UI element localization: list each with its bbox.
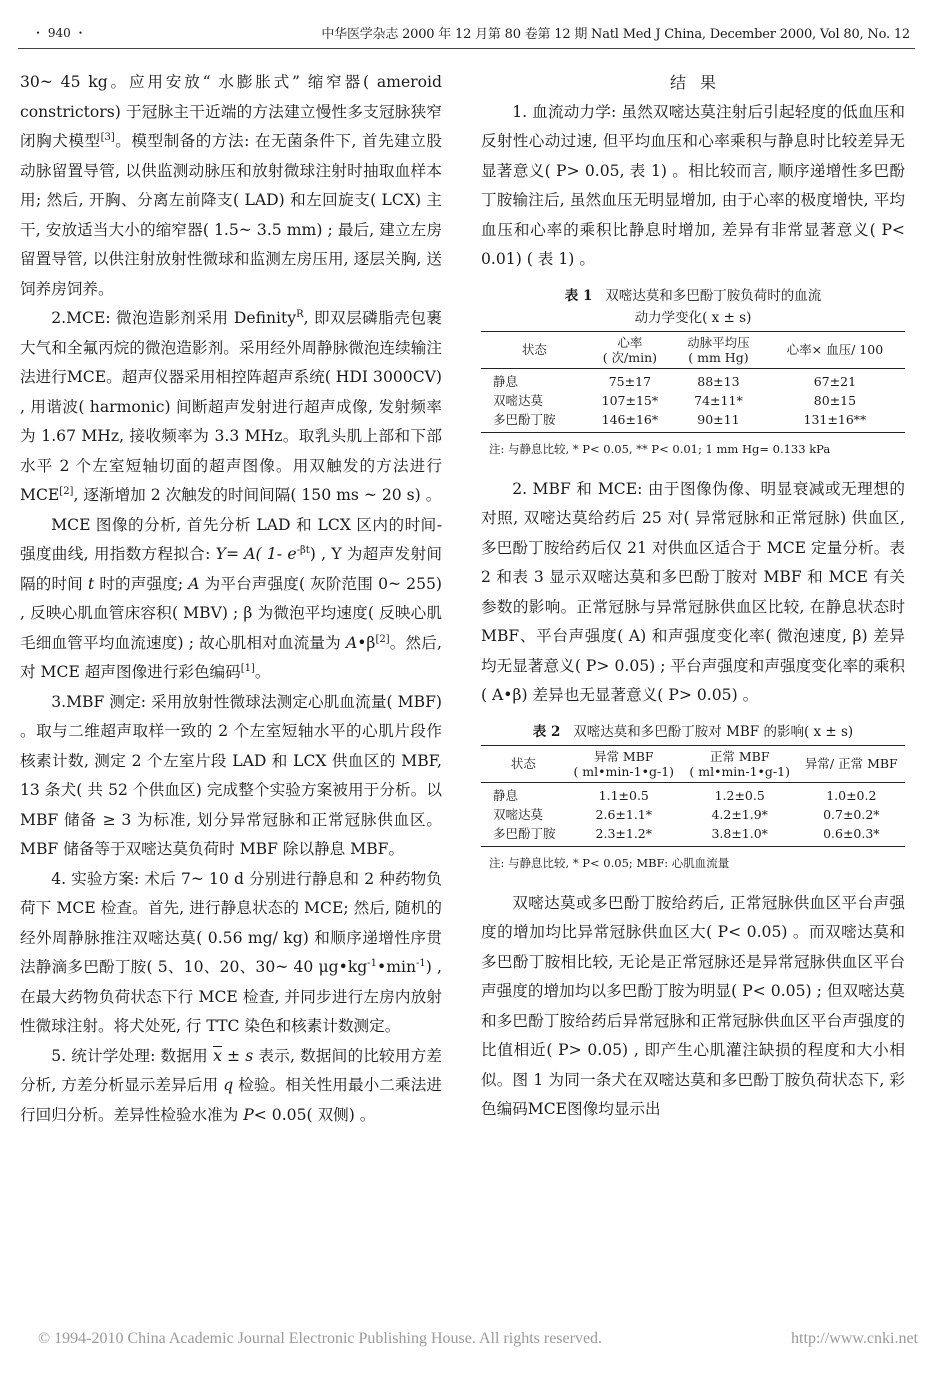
table1-cell: 双嘧达莫 [493, 392, 544, 408]
table1-cell: 静息 [493, 373, 519, 389]
paragraph-mce-analysis: MCE 图像的分析, 首先分析 LAD 和 LCX 区内的时间-强度曲线, 用指数方程拟合: Y= A( 1- $e^{-\beta t}$) , Y 为超声发射间隔的时间 t 时的声强度; A 为平台声强度( 灰阶范围 0~ 255) , 反映心肌血管床容积( MBV) ; β 为微泡平均速度( 反映心肌毛细血管平均血流速度) ; 故心肌相对血流量为 A•β[2]。然后, 对 MCE 超声图像进行彩色编码[1]。 [20, 515, 442, 681]
table1-row [481, 391, 905, 410]
table2-cell: 多巴酚丁胺 [481, 824, 566, 847]
table1-row [481, 410, 905, 433]
table2-cell: 双嘧达莫 [493, 806, 544, 822]
table2-note: 注: 与静息比较, * P< 0.05; MBF: 心肌血流量 [489, 855, 730, 870]
running-header [30, 20, 910, 44]
paragraph-mbf-mce: 2. MBF 和 MCE: 由于图像伪像、明显衰减或无理想的对照, 双嘧达莫给药后 25 对( 异常冠脉和正常冠脉) 供血区, 多巴酚丁胺给药后仅 21 对供血区适合于 MCE 定量分析。表 2 和表 3 显示双嘧达莫和多巴酚丁胺对 MBF 和 MCE 有关参数的影响。正常冠脉与异常冠脉供血区比较, 在静息状态时 MBF、平台声强度( A) 和声强度变化率( 微泡速度, β) 差异均无显著意义( P> 0.05) ; 平台声强度和声强度变化率的乘积( A•β) 差异也无显著意义( P> 0.05) 。 [481, 479, 905, 704]
table2-cell: 1.2±0.5 [714, 787, 765, 803]
table1-caption: 表 1 双嘧达莫和多巴酚丁胺负荷时的血流 动力学变化( x ± s) [564, 287, 822, 326]
table1-cell: 131±16** [765, 410, 905, 433]
table1-cell: 88±13 [697, 373, 740, 389]
table1-note: 注: 与静息比较, * P< 0.05, ** P< 0.01; 1 mm Hg= 0.133 kPa [489, 441, 831, 456]
table2-cell: 4.2±1.9* [711, 806, 768, 822]
paragraph-mbf: 3.MBF 测定: 采用放射性微球法测定心肌血流量( MBF) 。取与二维超声取样一致的 2 个左室短轴水平的心肌片段作核素计数, 测定 2 个左室片段 LAD 和 LCX 供血区的 MBF, 13 条犬( 共 52 个供血区) 完成整个实验方案被用于分析。以 MBF 储备 ≥ 3 为标准, 划分异常冠脉和正常冠脉供血区。MBF 储备等于双嘧达莫负荷时 MBF 除以静息 MBF。 [20, 692, 442, 858]
paragraph-hemodynamics: 1. 血流动力学: 虽然双嘧达莫注射后引起轻度的低血压和反射性心动过速, 但平均血压和心率乘积与静息时比较差异无显著意义( P> 0.05, 表 1) 。相比较而言, 顺序递增性多巴酚丁胺输注后, 虽然血压无明显增加, 由于心率的极度增快, 平均血压和心率的乘积比静息时增加, 差异有非常显著意义( P< 0.01) ( 表 1) 。 [481, 102, 905, 268]
right-column [481, 68, 905, 1125]
table2-cell: 0.7±0.2* [823, 806, 880, 822]
table1-cell: 80±15 [813, 392, 857, 408]
table1-cell: 90±11 [672, 410, 765, 433]
table2-cell: 静息 [493, 787, 519, 803]
table2-header-2: 正常 MBF ( ml•min-1•g-1) [682, 745, 798, 782]
paragraph-mce: 2.MCE: 微泡造影剂采用 Definity$^R$, 即双层磷脂壳包裹大气和全氟丙烷的微泡造影剂。采用经外周静脉微泡连续输注法进行MCE。超声仪器采用相控阵超声系统( HDI 3000CV) , 用谐波( harmonic) 间断超声发射进行超声成像, 发射频率为 1.67 MHz, 接收频率为 3.3 MHz。取乳头肌上部和下部水平 2 个左室短轴切面的超声图像。用双触发的方法进行MCE[2], 逐渐增加 2 次触发的时间间隔( 150 ms ~ 20 s) 。 [20, 308, 442, 504]
table1-cell: 74±11* [694, 392, 743, 408]
paragraph-model: 30~ 45 kg。应用安放“ 水膨胀式” 缩窄器( ameroid constrictors) 于冠脉主干近端的方法建立慢性多支冠脉狭窄闭胸犬模型[3]。模型制备的方法: 在无菌条件下, 首先建立股动脉留置导管, 以供监测动脉压和放射微球注射时抽取血样本用; 然后, 开胸、分离左前降支( LAD) 和左回旋支( LCX) 主干, 安放适当大小的缩窄器( 1.5~ 3.5 mm) ; 最后, 建立左房留置导管, 以供注射放射性微球和监测左房压用, 逐层关胸, 送饲养房饲养。 [20, 73, 442, 298]
left-column [20, 68, 442, 1130]
table1-row [481, 368, 905, 391]
table2-row [481, 782, 905, 805]
paragraph-protocol: 4. 实验方案: 术后 7~ 10 d 分别进行静息和 2 种药物负荷下 MCE 检查。首先, 进行静息状态的 MCE; 然后, 随机的经外周静脉推注双嘧达莫( 0.56 mg/ kg) 和顺序递增性序贯法静滴多巴酚丁胺( 5、10、20、30~ 40 $\mu g•kg^{-1}•\min^{-1}$) , 在最大药物负荷状态下行 MCE 检查, 并同步进行左房内放射性微球注射。将犬处死, 行 TTC 染色和核素计数测定。 [20, 869, 442, 1035]
table1-header-0: 状态 [481, 331, 588, 368]
footer [38, 1330, 918, 1348]
copyright-notice: © 1994-2010 China Academic Journal Electronic Publishing House. All rights reserved. [38, 1330, 603, 1347]
table1-header-1: 心率 ( 次/min) [588, 331, 672, 368]
table1-cell: 146±16* [588, 410, 672, 433]
table2-row [481, 805, 905, 824]
page-number: ・ 940 ・ [32, 26, 87, 40]
table1-header-2: 动脉平均压 ( mm Hg) [672, 331, 765, 368]
table2-caption: 表 2 双嘧达莫和多巴酚丁胺对 MBF 的影响( x ± s) [532, 723, 854, 740]
table2-row [481, 824, 905, 847]
table2-cell: 2.3±1.2* [566, 824, 682, 847]
table1-header-3: 心率× 血压/ 100 [765, 331, 905, 368]
journal-citation: 中华医学杂志 2000 年 12 月第 80 卷第 12 期 Natl Med J China, December 2000, Vol 80, No. 12 [321, 27, 910, 42]
table2 [481, 745, 905, 847]
table1-cell: 67±21 [813, 373, 857, 389]
table2-cell: 1.0±0.2 [826, 787, 877, 803]
cnki-url: http://www.cnki.net [791, 1330, 918, 1347]
paragraph-comparison: 双嘧达莫或多巴酚丁胺给药后, 正常冠脉供血区平台声强度的增加均比异常冠脉供血区大( P< 0.05) 。而双嘧达莫和多巴酚丁胺相比较, 无论是正常冠脉还是异常冠脉供血区平台声强度的增加均以多巴酚丁胺为明显( P< 0.05) ; 但双嘧达莫和多巴酚丁胺给药后异常冠脉和正常冠脉供血区平台声强度的比值相近( P> 0.05) , 即产生心肌灌注缺损的程度和大小相似。图 1 为同一条犬在双嘧达莫和多巴酚丁胺负荷状态下, 彩色编码MCE图像均显示出 [481, 893, 905, 1118]
table2-cell: 1.1±0.5 [598, 787, 649, 803]
header-rule [18, 48, 915, 49]
table2-cell: 3.8±1.0* [682, 824, 798, 847]
table1-cell: 75±17 [608, 373, 652, 389]
table1 [481, 331, 905, 433]
table2-header-1: 异常 MBF ( ml•min-1•g-1) [566, 745, 682, 782]
table2-header-3: 异常/ 正常 MBF [798, 745, 905, 782]
table2-header-0: 状态 [481, 745, 566, 782]
table1-cell: 多巴酚丁胺 [481, 410, 588, 433]
paragraph-statistics: 5. 统计学处理: 数据用 $\overline{x} \pm s$ 表示, 数据间的比较用方差分析, 方差分析显示差异后用 q 检验。相关性用最小二乘法进行回归分析。差异性检验水准为 P< 0.05( 双侧) 。 [20, 1046, 442, 1124]
table2-cell: 2.6±1.1* [595, 806, 652, 822]
section-title-results: 结果 [669, 73, 730, 92]
table2-cell: 0.6±0.3* [798, 824, 905, 847]
table1-cell: 107±15* [601, 392, 659, 408]
